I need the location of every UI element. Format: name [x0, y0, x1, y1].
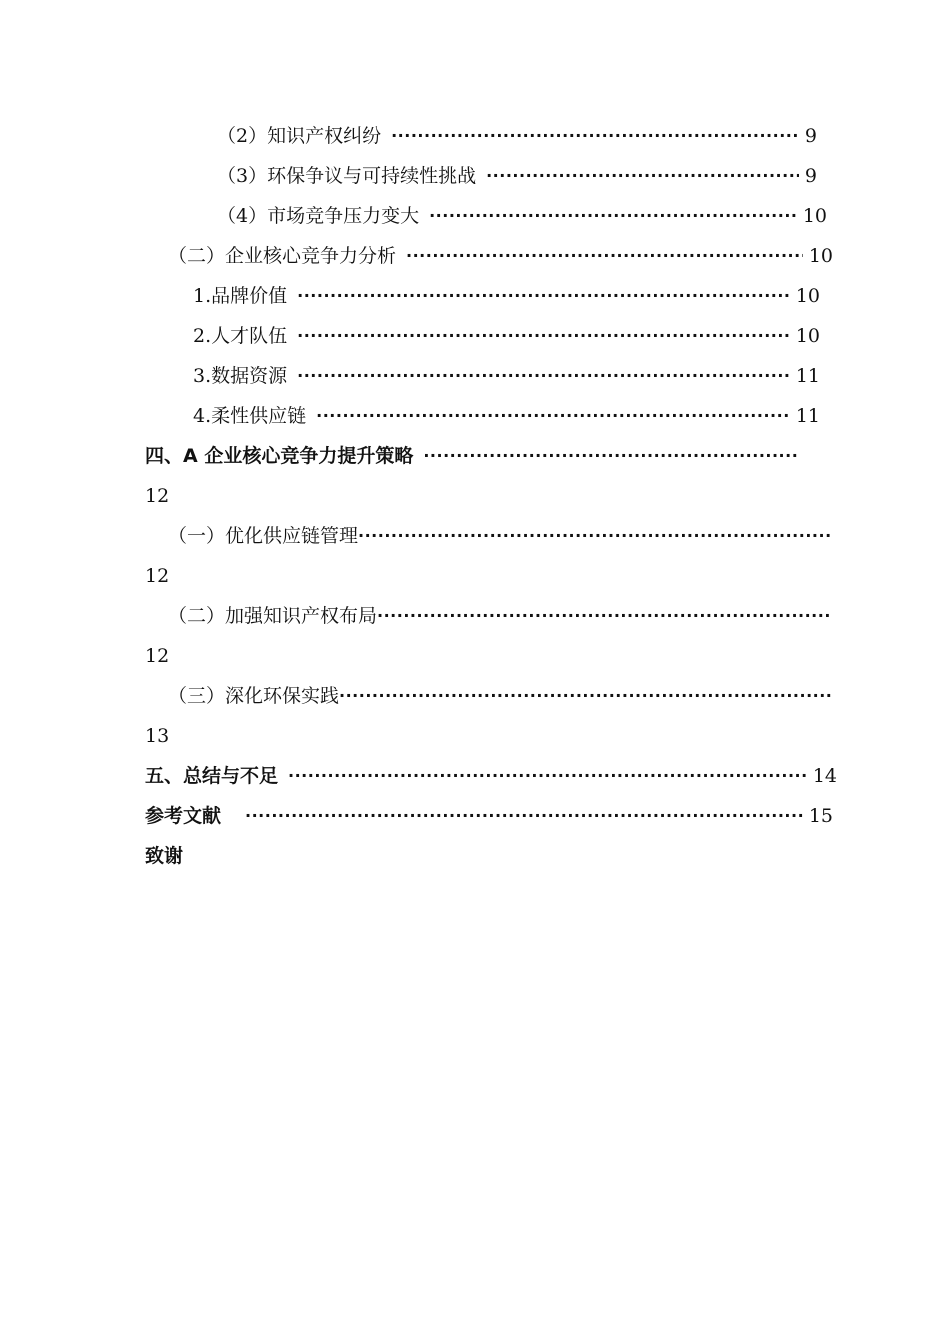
toc-entry-title: （3）环保争议与可持续性挑战 — [217, 165, 477, 187]
toc-entry-page: 14 — [812, 765, 837, 787]
toc-leader-dots — [486, 161, 799, 191]
toc-leader-dots — [245, 801, 803, 831]
toc-entry-chapter[interactable] — [145, 761, 837, 791]
toc-entry[interactable] — [168, 681, 838, 711]
toc-entry-title: （4）市场竞争压力变大 — [217, 205, 420, 227]
toc-entry-title: （二）企业核心竞争力分析 — [168, 245, 397, 267]
toc-entry[interactable] — [193, 361, 820, 391]
toc-leader-dots — [423, 441, 799, 471]
toc-entry[interactable] — [217, 161, 817, 191]
toc-entry-page: 12 — [145, 485, 170, 507]
toc-entry-title: 五、总结与不足 — [145, 765, 279, 787]
toc-leader-dots — [377, 601, 832, 631]
toc-entry[interactable] — [168, 601, 838, 631]
toc-entry-title: 2.人才队伍 — [193, 325, 288, 347]
toc-entry-title: （2）知识产权纠纷 — [217, 125, 382, 147]
toc-entry[interactable] — [193, 401, 820, 431]
toc-leader-dots — [358, 521, 832, 551]
toc-entry-title: 1.品牌价值 — [193, 285, 288, 307]
toc-entry-page: 12 — [145, 565, 170, 587]
toc-entry-title: 四、A 企业核心竞争力提升策略 — [145, 445, 414, 467]
toc-entry[interactable] — [168, 521, 838, 551]
toc-entry-page: 10 — [795, 285, 820, 307]
toc-entry-title: （三）深化环保实践 — [168, 685, 340, 707]
toc-entry-page: 10 — [802, 205, 827, 227]
toc-entry[interactable] — [193, 321, 820, 351]
toc-leader-dots — [391, 121, 799, 151]
toc-entry-title: 3.数据资源 — [193, 365, 288, 387]
toc-leader-dots — [429, 201, 797, 231]
toc-entry-title: （一）优化供应链管理 — [168, 525, 359, 547]
toc-leader-dots — [297, 361, 790, 391]
toc-leader-dots — [297, 281, 790, 311]
toc-leader-dots — [316, 401, 790, 431]
toc-leader-dots — [288, 761, 807, 791]
toc-entry-page: 15 — [808, 805, 833, 827]
toc-entry[interactable] — [193, 281, 820, 311]
toc-leader-dots — [406, 241, 803, 271]
toc-entry-page: 10 — [808, 245, 833, 267]
toc-entry-title: 4.柔性供应链 — [193, 405, 307, 427]
toc-entry-title: （二）加强知识产权布局 — [168, 605, 378, 627]
toc-entry-page: 12 — [145, 645, 170, 667]
toc-entry-page: 11 — [795, 405, 820, 427]
toc-entry-chapter[interactable] — [145, 801, 833, 831]
toc-entry-chapter[interactable] — [145, 441, 805, 471]
toc-entry[interactable] — [217, 121, 817, 151]
toc-entry[interactable] — [168, 241, 833, 271]
toc-entry-page: 11 — [795, 365, 820, 387]
toc-entry-acknowledgements[interactable]: 致谢 — [145, 845, 184, 867]
toc-entry-page: 10 — [795, 325, 820, 347]
toc-leader-dots — [339, 681, 832, 711]
toc-leader-dots — [297, 321, 790, 351]
toc-entry-title: 参考文献 — [145, 805, 222, 827]
toc-entry-page: 13 — [145, 725, 170, 747]
toc-entry[interactable] — [217, 201, 827, 231]
toc-entry-page: 9 — [804, 165, 817, 187]
toc-entry-page: 9 — [804, 125, 817, 147]
